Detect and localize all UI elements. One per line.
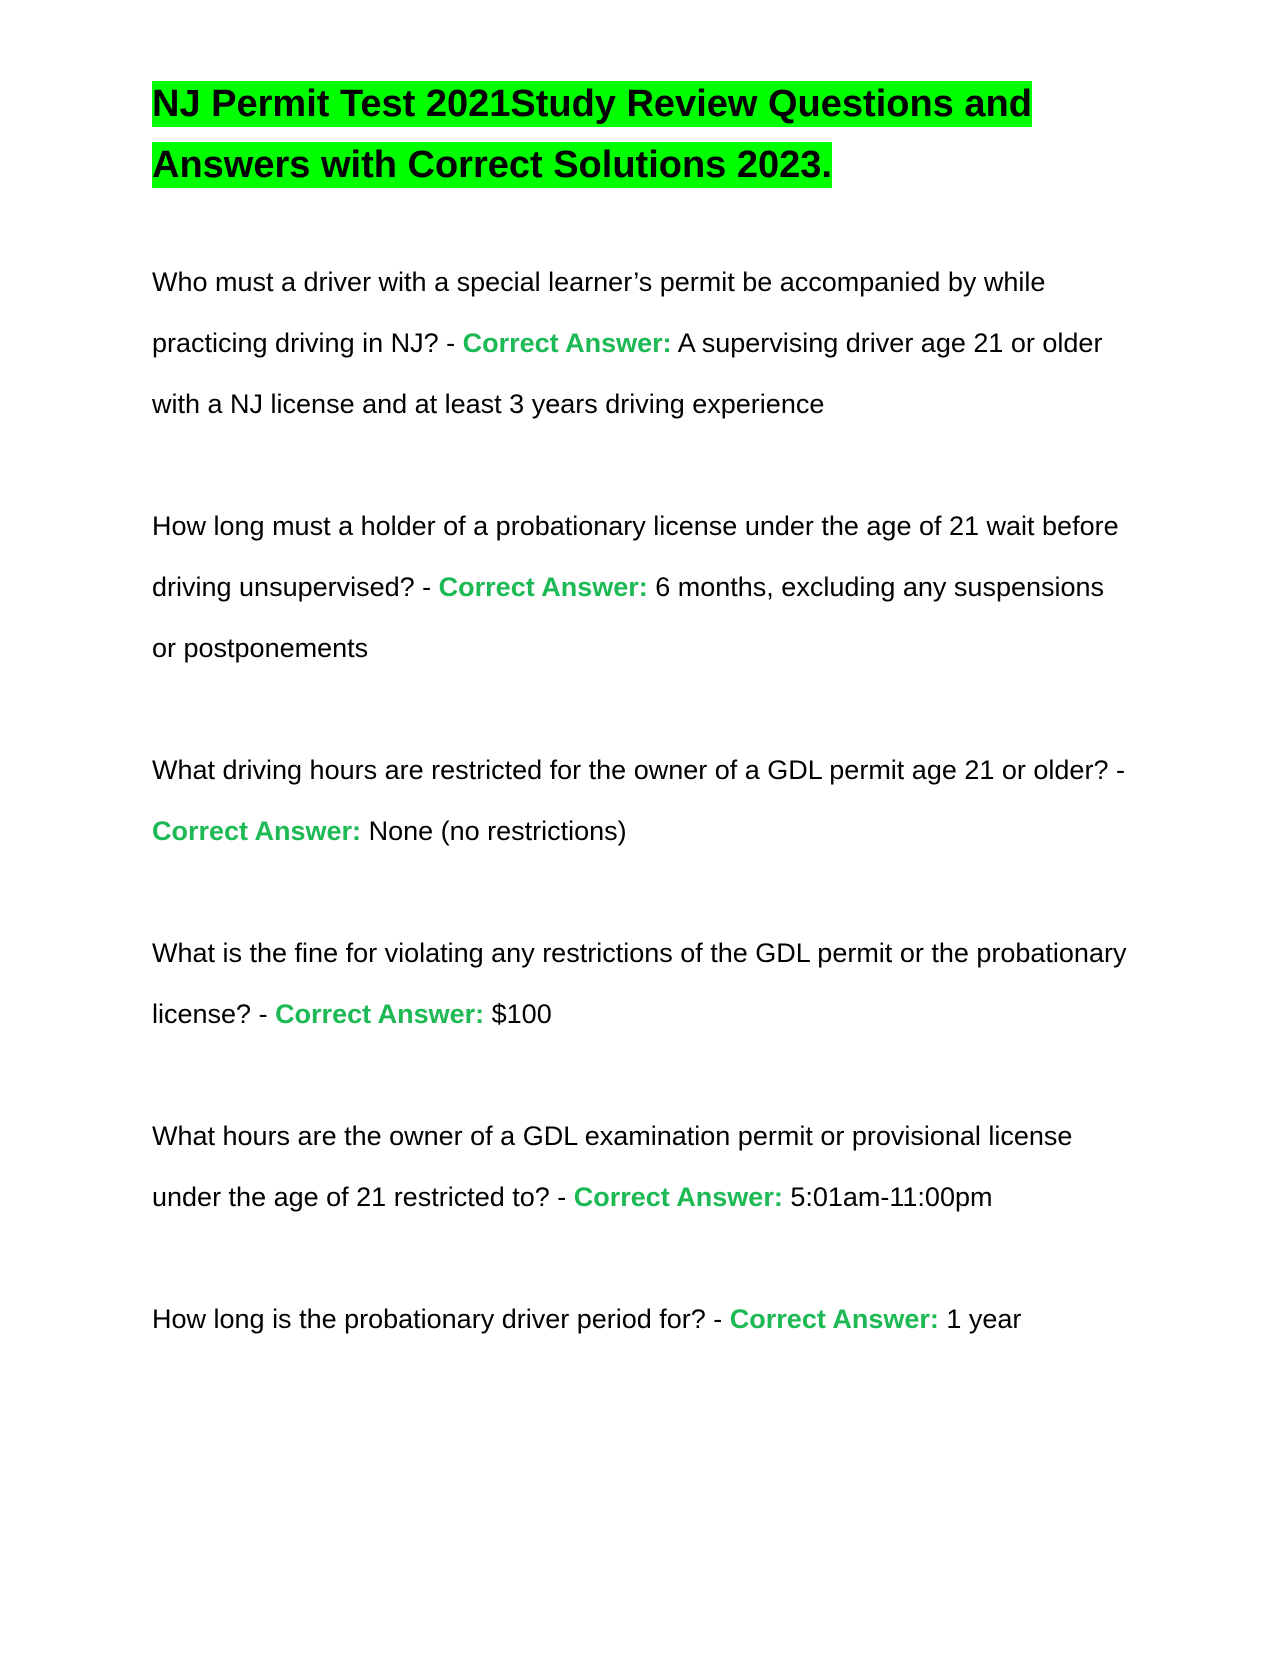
answer-text: A supervising driver age 21 or older with a NJ license and at least 3 years driving experience [152,328,1103,419]
separator: - [705,1304,730,1334]
document-title [152,74,1132,196]
qa-item [152,252,1132,435]
qa-item [152,1106,1132,1228]
correct-answer-label: Correct Answer: [462,328,672,358]
correct-answer-label: Correct Answer: [573,1182,783,1212]
question-text: How long is the probationary driver period for? [152,1304,706,1334]
separator: - [1108,755,1125,785]
answer-text: $100 [491,999,552,1029]
qa-list [152,252,1132,1411]
answer-text: 1 year [946,1304,1022,1334]
answer-text: 6 months, excluding any suspensions or postponements [152,572,1105,663]
qa-item [152,923,1132,1045]
title-highlight: NJ Permit Test 2021Study Review Questions and Answers with Correct Solutions 2023. [152,83,1032,186]
correct-answer-label: Correct Answer: [275,999,485,1029]
separator: - [438,328,463,358]
correct-answer-label: Correct Answer: [729,1304,939,1334]
qa-item [152,496,1132,679]
question-text: What driving hours are restricted for the owner of a GDL permit age 21 or older? [152,755,1109,785]
question-text: What hours are the owner of a GDL examination permit or provisional license under the age of 21 restricted to? [152,1121,1073,1212]
separator: - [549,1182,574,1212]
question-text: Who must a driver with a special learner’s permit be accompanied by while practicing driving in NJ? [152,267,1046,358]
correct-answer-label: Correct Answer: [438,572,648,602]
qa-item [152,740,1132,862]
separator: - [414,572,439,602]
question-text: What is the fine for violating any restrictions of the GDL permit or the probationary license? [152,938,1127,1029]
separator: - [251,999,276,1029]
answer-text: None (no restrictions) [368,816,627,846]
qa-item [152,1289,1132,1350]
question-text: How long must a holder of a probationary license under the age of 21 wait before driving unsupervised? [152,511,1119,602]
correct-answer-label: Correct Answer: [152,816,362,846]
answer-text: 5:01am-11:00pm [790,1182,993,1212]
